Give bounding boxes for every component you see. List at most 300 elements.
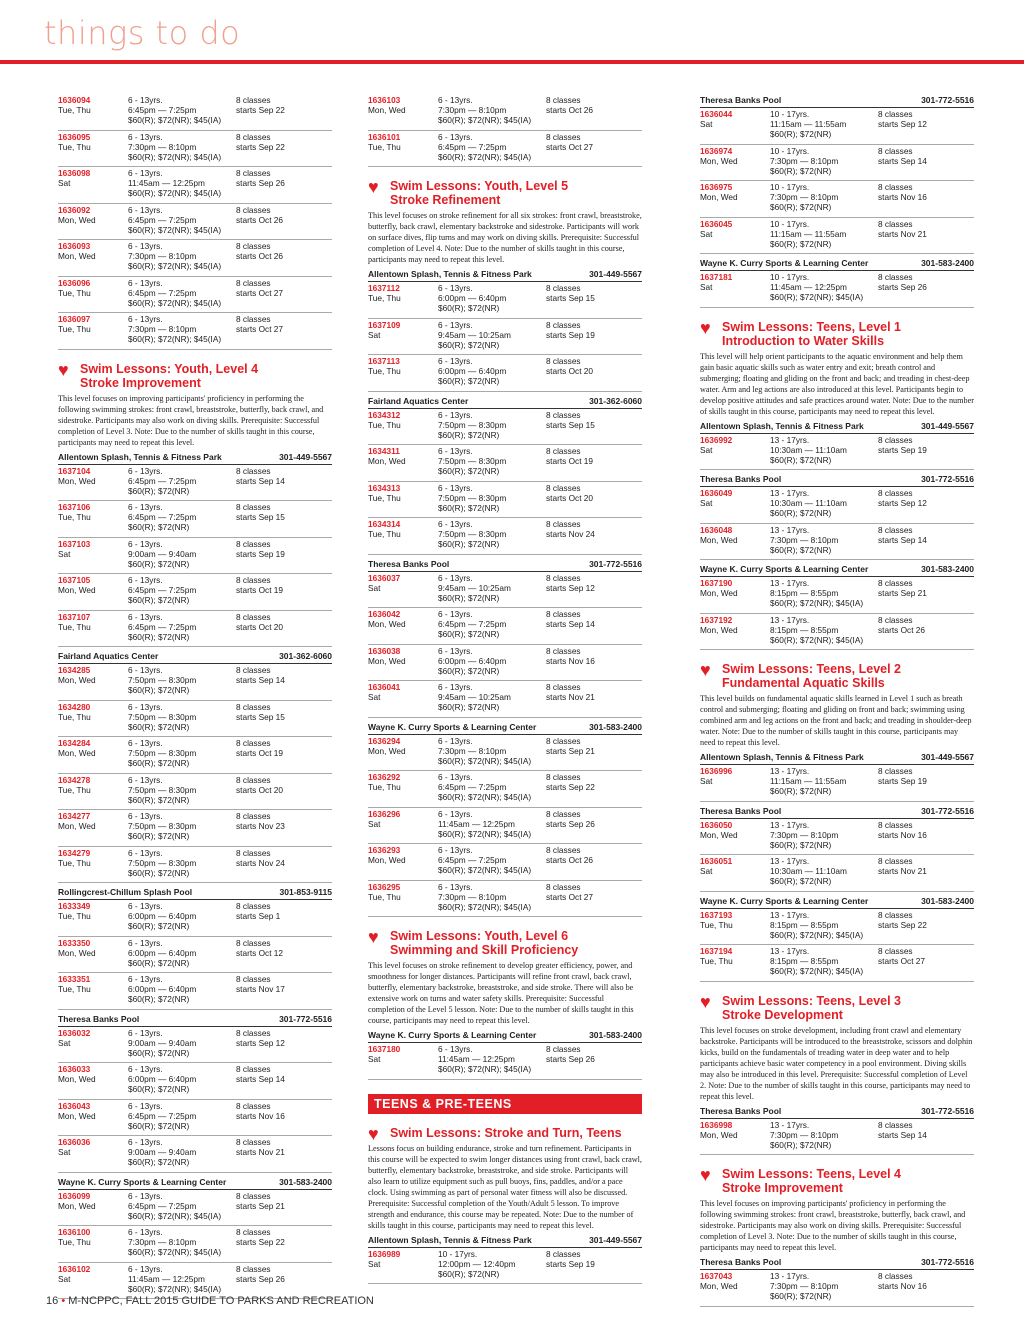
class-count: 8 classes xyxy=(236,1263,271,1274)
class-ages: 6 - 13yrs. xyxy=(128,811,163,821)
class-ages: 6 - 13yrs. xyxy=(128,465,163,476)
class-code[interactable]: 1636092 xyxy=(58,204,91,215)
class-count: 8 classes xyxy=(546,572,581,583)
class-fees: $60(R); $72(NR) xyxy=(770,786,832,796)
section-title xyxy=(700,662,974,690)
class-code[interactable]: 1637192 xyxy=(700,614,733,625)
class-entry xyxy=(368,94,642,131)
class-start-date: starts Oct 26 xyxy=(236,214,284,225)
class-code[interactable]: 1636099 xyxy=(58,1190,91,1201)
class-code[interactable]: 1634312 xyxy=(368,409,401,420)
class-count: 8 classes xyxy=(878,145,913,156)
class-count: 8 classes xyxy=(236,847,271,858)
class-count: 8 classes xyxy=(236,1190,271,1201)
class-code[interactable]: 1636992 xyxy=(700,434,733,445)
class-count: 8 classes xyxy=(236,538,271,549)
class-code[interactable]: 1636044 xyxy=(700,109,733,119)
column-1 xyxy=(58,94,332,1299)
class-start-date: starts Oct 19 xyxy=(236,585,284,595)
class-ages: 10 - 17yrs. xyxy=(438,1248,478,1259)
class-fees: $60(R); $72(NR) xyxy=(128,1047,190,1058)
class-code[interactable]: 1636292 xyxy=(368,772,401,782)
location-name: Rollingcrest-Chillum Splash Pool xyxy=(58,887,193,897)
class-code[interactable]: 1636098 xyxy=(58,168,91,178)
class-code[interactable]: 1633349 xyxy=(58,901,91,911)
class-ages: 6 - 13yrs. xyxy=(128,168,163,178)
class-ages: 6 - 13yrs. xyxy=(438,645,473,656)
class-code[interactable]: 1637112 xyxy=(368,283,400,293)
class-entry xyxy=(700,145,974,182)
class-code[interactable]: 1636037 xyxy=(368,572,401,583)
class-count: 8 classes xyxy=(878,856,913,866)
class-code[interactable]: 1636032 xyxy=(58,1027,91,1038)
class-entry xyxy=(58,1027,332,1064)
class-start-date: starts Nov 21 xyxy=(236,1147,285,1157)
class-ages: 13 - 17yrs. xyxy=(770,578,810,588)
class-ages: 6 - 13yrs. xyxy=(128,1227,163,1237)
class-days: Tue, Thu xyxy=(58,911,91,921)
location-header xyxy=(700,473,974,487)
section-description: This level focuses on improving participants' proficiency in performing the following swimming strokes: front crawl, breaststroke, butterfly, back crawl, and sidestroke. Participants may also work on diving skills. Prerequisite: Successful completion of Level 3. Note: Due to the number of skills taught in this course, participants may need to repeat this level. xyxy=(700,1199,966,1252)
class-times: 6:00pm — 6:40pm xyxy=(128,984,197,994)
class-entry xyxy=(58,1226,332,1263)
page-number: 16 xyxy=(46,1295,59,1307)
class-days: Mon, Wed xyxy=(368,745,406,756)
class-count: 8 classes xyxy=(236,277,271,288)
class-days: Sat xyxy=(368,692,381,702)
class-count: 8 classes xyxy=(546,845,581,855)
class-fees: $60(R); $72(NR) xyxy=(128,685,190,695)
location-name: Allentown Splash, Tennis & Fitness Park xyxy=(368,1234,532,1245)
class-entry xyxy=(58,1100,332,1137)
class-times: 7:30pm — 8:10pm xyxy=(770,1281,839,1291)
class-fees: $60(R); $72(NR) xyxy=(770,508,832,518)
class-code[interactable]: 1634278 xyxy=(58,774,91,785)
class-code[interactable]: 1636045 xyxy=(700,218,733,229)
class-count: 8 classes xyxy=(546,808,581,819)
class-days: Mon, Wed xyxy=(58,821,96,831)
class-ages: 10 - 17yrs. xyxy=(770,145,810,156)
location-name: Allentown Splash, Tennis & Fitness Park xyxy=(700,420,864,431)
class-days: Tue, Thu xyxy=(368,782,401,792)
class-code[interactable]: 1637180 xyxy=(368,1044,401,1054)
class-days: Mon, Wed xyxy=(700,1281,738,1291)
class-count: 8 classes xyxy=(878,182,913,192)
class-times: 7:30pm — 8:10pm xyxy=(128,141,197,152)
class-code[interactable]: 1633351 xyxy=(58,974,91,984)
section-description: This level focuses on improving participants' proficiency in performing the following swimming strokes: front crawl, breaststroke, butterfly, back crawl, and sidestroke. Participants may also work on diving skills. Prerequisite: Successful completion of Level 3. Note: Due to the number of skills taught in this course, participants may need to repeat this level. xyxy=(58,393,324,447)
class-start-date: starts Oct 19 xyxy=(546,456,594,466)
class-days: Sat xyxy=(58,1147,71,1157)
class-times: 6:45pm — 7:25pm xyxy=(128,621,197,632)
section-description: This level focuses on stroke refinement for all six strokes: front crawl, breaststroke, butterfly, back crawl, elementary backstroke and sidestroke. Participants will work on surface dives, flip turns and may work on diving skills. Prerequisite: Successful completion of Level 4. Note: Due to the number of skills taught in this course, participants may need to repeat this level. xyxy=(368,211,642,264)
class-start-date: starts Oct 26 xyxy=(878,624,926,635)
class-count: 8 classes xyxy=(236,1227,271,1237)
class-times: 9:45am — 10:25am xyxy=(438,329,511,340)
class-code[interactable]: 1634311 xyxy=(368,446,400,456)
class-entry xyxy=(368,608,642,645)
class-entry xyxy=(700,108,974,145)
class-times: 11:15am — 11:55am xyxy=(770,119,847,129)
class-code[interactable]: 1636097 xyxy=(58,314,91,324)
class-fees: $60(R); $72(NR) xyxy=(438,702,500,712)
class-count: 8 classes xyxy=(546,735,581,746)
class-days: Mon, Wed xyxy=(368,105,406,115)
class-start-date: starts Sep 19 xyxy=(878,444,927,455)
location-phone: 301-583-2400 xyxy=(589,1030,642,1040)
location-phone: 301-449-5567 xyxy=(921,752,974,762)
class-days: Tue, Thu xyxy=(368,891,401,902)
class-fees: $60(R); $72(NR) xyxy=(128,957,190,968)
class-start-date: starts Oct 27 xyxy=(546,141,594,152)
class-code[interactable]: 1636048 xyxy=(700,524,733,535)
class-days: Mon, Wed xyxy=(58,1200,96,1211)
class-code[interactable]: 1636996 xyxy=(700,766,733,776)
class-ages: 6 - 13yrs. xyxy=(438,519,473,529)
class-times: 7:50pm — 8:30pm xyxy=(128,821,197,831)
class-days: Mon, Wed xyxy=(368,619,406,629)
class-ages: 13 - 17yrs. xyxy=(770,434,810,445)
class-times: 11:45am — 12:25pm xyxy=(770,282,847,292)
class-code[interactable]: 1636049 xyxy=(700,488,733,498)
class-count: 8 classes xyxy=(546,772,581,782)
class-entry xyxy=(58,204,332,241)
class-start-date: starts Sep 26 xyxy=(546,1054,595,1064)
location-name: Theresa Banks Pool xyxy=(700,95,782,105)
location-phone: 301-583-2400 xyxy=(921,564,974,574)
class-count: 8 classes xyxy=(236,502,271,512)
class-entry xyxy=(700,765,974,802)
class-times: 7:30pm — 8:10pm xyxy=(128,1237,197,1247)
class-start-date: starts Nov 23 xyxy=(236,821,285,831)
class-code[interactable]: 1637194 xyxy=(700,946,733,956)
class-times: 9:45am — 10:25am xyxy=(438,692,511,702)
location-header xyxy=(700,420,974,434)
class-count: 8 classes xyxy=(878,109,913,119)
class-code[interactable]: 1636975 xyxy=(700,182,733,192)
class-fees: $60(R); $72(NR); $45(IA) xyxy=(770,598,864,608)
class-count: 8 classes xyxy=(546,645,581,656)
class-code[interactable]: 1636974 xyxy=(700,145,733,156)
class-entry xyxy=(58,277,332,314)
class-code[interactable]: 1637107 xyxy=(58,611,91,622)
class-count: 8 classes xyxy=(546,881,581,892)
class-code[interactable]: 1636295 xyxy=(368,881,401,892)
class-code[interactable]: 1636102 xyxy=(58,1263,91,1274)
class-entry xyxy=(58,574,332,611)
class-count: 8 classes xyxy=(236,465,271,476)
class-code[interactable]: 1636094 xyxy=(58,95,91,105)
class-start-date: starts Nov 21 xyxy=(878,228,927,239)
class-start-date: starts Sep 14 xyxy=(236,475,285,486)
section-title-line1: Swim Lessons: Stroke and Turn, Teens xyxy=(390,1125,622,1140)
class-code[interactable]: 1637043 xyxy=(700,1271,733,1281)
class-ages: 6 - 13yrs. xyxy=(438,356,473,366)
class-code[interactable]: 1636989 xyxy=(368,1248,401,1259)
class-code[interactable]: 1634284 xyxy=(58,738,91,748)
class-count: 8 classes xyxy=(546,319,581,330)
class-code[interactable]: 1634280 xyxy=(58,701,91,712)
class-code[interactable]: 1637193 xyxy=(700,909,733,920)
class-fees: $60(R); $72(NR) xyxy=(770,544,832,555)
class-count: 8 classes xyxy=(878,578,913,588)
class-entry xyxy=(368,445,642,482)
class-times: 7:30pm — 8:10pm xyxy=(438,745,507,756)
class-entry xyxy=(368,881,642,918)
class-start-date: starts Oct 19 xyxy=(236,748,284,758)
class-entry xyxy=(368,518,642,555)
class-days: Tue, Thu xyxy=(368,141,401,152)
class-fees: $60(R); $72(NR); $45(IA) xyxy=(438,792,532,802)
class-times: 6:00pm — 6:40pm xyxy=(128,1074,197,1084)
section-description: Lessons focus on building endurance, stroke and turn refinement. Participants in this course will be expected to swim longer distances using front crawl, back crawl, butterfly, elementary backstroke, breaststroke, and side stroke. Participants will also learn to utilize equipment such as pull buoys, fins, paddles, and/or a pace clock. Using swimming as part of personal water fitness will also be discussed. Prerequisite: Successful completion of the Youth/Adult 5 lesson. To improve strength and endurance, this course may be repeated. Note: Due to the number of skills taught in this course, participants may need to repeat this level. xyxy=(368,1143,642,1230)
class-times: 6:45pm — 7:25pm xyxy=(128,475,197,486)
class-entry xyxy=(58,94,332,131)
class-code[interactable]: 1636294 xyxy=(368,735,401,746)
class-code[interactable]: 1636043 xyxy=(58,1100,91,1111)
class-code[interactable]: 1636296 xyxy=(368,808,401,819)
class-code[interactable]: 1636998 xyxy=(700,1119,733,1130)
class-fees: $60(R); $72(NR); $45(IA) xyxy=(128,224,222,235)
class-entry xyxy=(700,577,974,614)
location-name: Allentown Splash, Tennis & Fitness Park xyxy=(58,451,222,462)
class-ages: 10 - 17yrs. xyxy=(770,272,810,282)
class-entry xyxy=(58,1263,332,1300)
class-ages: 6 - 13yrs. xyxy=(438,283,473,293)
class-entry xyxy=(368,131,642,168)
class-code[interactable]: 1636036 xyxy=(58,1137,91,1147)
section-title xyxy=(368,179,642,207)
class-entry xyxy=(58,131,332,168)
class-count: 8 classes xyxy=(236,95,271,105)
location-name: Wayne K. Curry Sports & Learning Center xyxy=(368,1030,537,1040)
class-times: 9:00am — 9:40am xyxy=(128,1037,197,1048)
class-fees: $60(R); $72(NR) xyxy=(128,595,190,605)
heart-icon: ♥ xyxy=(700,1165,711,1185)
class-ages: 13 - 17yrs. xyxy=(770,1271,810,1281)
class-code[interactable]: 1637109 xyxy=(368,319,401,330)
class-ages: 13 - 17yrs. xyxy=(770,909,810,920)
class-fees: $60(R); $72(NR) xyxy=(128,831,190,841)
class-days: Mon, Wed xyxy=(700,588,738,598)
class-entry xyxy=(58,847,332,884)
class-start-date: starts Oct 27 xyxy=(878,956,926,966)
heart-icon: ♥ xyxy=(368,1123,379,1144)
class-count: 8 classes xyxy=(878,946,913,956)
class-count: 8 classes xyxy=(546,682,581,692)
class-ages: 6 - 13yrs. xyxy=(128,241,163,251)
class-entry xyxy=(58,538,332,575)
location-name: Allentown Splash, Tennis & Fitness Park xyxy=(700,752,864,762)
class-fees: $60(R); $72(NR) xyxy=(438,376,500,386)
class-code[interactable]: 1634277 xyxy=(58,811,91,821)
location-header xyxy=(58,650,332,664)
class-ages: 6 - 13yrs. xyxy=(438,409,473,420)
section-description: This level focuses on stroke refinement to develop greater efficiency, power, and smoothness for longer distances. Participants will refine front crawl, back crawl, butterfly, elementary backstroke, breaststroke, and side stroke. There will also be extensive work on turns and water safety skills. Prerequisite: Successful completion of the Level 5 lesson. Note: Due to the number of skills taught in this course, participants may need to repeat this level. xyxy=(368,961,634,1025)
class-count: 8 classes xyxy=(546,519,581,529)
class-ages: 13 - 17yrs. xyxy=(770,524,810,535)
class-code[interactable]: 1636103 xyxy=(368,95,401,105)
class-code[interactable]: 1636033 xyxy=(58,1064,91,1074)
class-ages: 6 - 13yrs. xyxy=(128,575,163,585)
class-code[interactable]: 1637113 xyxy=(368,356,400,366)
class-fees: $60(R); $72(NR); $45(IA) xyxy=(128,1283,222,1294)
class-count: 8 classes xyxy=(546,356,581,366)
class-entry xyxy=(368,482,642,519)
location-header xyxy=(58,886,332,900)
class-entry xyxy=(700,909,974,946)
class-count: 8 classes xyxy=(236,1064,271,1074)
class-start-date: starts Sep 14 xyxy=(878,155,927,166)
class-days: Mon, Wed xyxy=(700,1129,738,1140)
class-times: 7:50pm — 8:30pm xyxy=(438,456,507,466)
class-code[interactable]: 1636042 xyxy=(368,609,401,619)
location-phone: 301-449-5567 xyxy=(589,269,642,279)
class-entry xyxy=(700,487,974,524)
heart-icon: ♥ xyxy=(700,317,711,338)
class-entry xyxy=(58,611,332,648)
class-code[interactable]: 1636041 xyxy=(368,682,401,692)
class-code[interactable]: 1636050 xyxy=(700,819,733,830)
class-count: 8 classes xyxy=(236,241,271,251)
location-phone: 301-772-5516 xyxy=(921,1105,974,1116)
class-code[interactable]: 1634313 xyxy=(368,482,401,493)
class-fees: $60(R); $72(NR) xyxy=(128,1120,190,1131)
class-days: Mon, Wed xyxy=(368,456,406,466)
class-code[interactable]: 1637106 xyxy=(58,502,91,512)
class-days: Tue, Thu xyxy=(58,711,91,722)
class-ages: 6 - 13yrs. xyxy=(128,738,163,748)
class-code[interactable]: 1637105 xyxy=(58,575,91,585)
class-count: 8 classes xyxy=(878,524,913,535)
class-count: 8 classes xyxy=(236,611,271,622)
heart-icon: ♥ xyxy=(58,359,69,380)
class-times: 6:45pm — 7:25pm xyxy=(128,1200,197,1211)
class-ages: 6 - 13yrs. xyxy=(128,1190,163,1201)
class-code[interactable]: 1636038 xyxy=(368,645,401,656)
location-phone: 301-772-5516 xyxy=(921,474,974,484)
section-title-line1: Swim Lessons: Youth, Level 6 xyxy=(390,929,569,943)
class-count: 8 classes xyxy=(878,1119,913,1130)
class-count: 8 classes xyxy=(878,272,913,282)
class-days: Sat xyxy=(700,119,713,129)
section-title-line1: Swim Lessons: Teens, Level 3 xyxy=(722,993,902,1008)
class-fees: $60(R); $72(NR); $45(IA) xyxy=(128,261,222,271)
class-times: 9:00am — 9:40am xyxy=(128,1147,197,1157)
class-code[interactable]: 1637190 xyxy=(700,578,733,588)
class-start-date: starts Sep 12 xyxy=(236,1037,285,1048)
location-name: Wayne K. Curry Sports & Learning Center xyxy=(700,564,869,574)
class-fees: $60(R); $72(NR); $45(IA) xyxy=(128,1210,222,1221)
class-entry xyxy=(368,282,642,319)
class-ages: 6 - 13yrs. xyxy=(128,1064,163,1074)
class-days: Tue, Thu xyxy=(368,492,401,503)
class-start-date: starts Nov 16 xyxy=(236,1110,285,1121)
class-entry xyxy=(700,524,974,561)
class-entry xyxy=(368,409,642,446)
class-entry xyxy=(368,1248,642,1285)
class-count: 8 classes xyxy=(878,434,913,445)
class-code[interactable]: 1633350 xyxy=(58,937,91,948)
section-title xyxy=(368,929,642,957)
class-code[interactable]: 1634314 xyxy=(368,519,401,529)
class-fees: $60(R); $72(NR); $45(IA) xyxy=(438,865,532,875)
location-header xyxy=(368,395,642,409)
class-code[interactable]: 1637104 xyxy=(58,465,91,476)
class-entry xyxy=(58,810,332,847)
class-code[interactable]: 1636096 xyxy=(58,277,91,288)
class-code[interactable]: 1637103 xyxy=(58,538,91,549)
class-fees: $60(R); $72(NR); $45(IA) xyxy=(128,151,222,162)
class-start-date: starts Sep 22 xyxy=(878,919,927,930)
class-days: Sat xyxy=(368,329,381,340)
class-count: 8 classes xyxy=(236,701,271,712)
class-code[interactable]: 1636100 xyxy=(58,1227,91,1237)
class-times: 7:50pm — 8:30pm xyxy=(128,675,197,685)
location-name: Wayne K. Curry Sports & Learning Center xyxy=(700,895,869,906)
class-days: Sat xyxy=(700,282,713,292)
class-times: 6:45pm — 7:25pm xyxy=(438,782,507,792)
class-count: 8 classes xyxy=(546,1248,581,1259)
class-fees: $60(R); $72(NR) xyxy=(770,454,832,465)
class-code[interactable]: 1636093 xyxy=(58,241,91,251)
class-ages: 6 - 13yrs. xyxy=(438,572,473,583)
class-times: 6:45pm — 7:25pm xyxy=(128,512,197,522)
class-days: Tue, Thu xyxy=(58,857,91,868)
class-days: Mon, Wed xyxy=(58,1074,96,1084)
class-times: 6:00pm — 6:40pm xyxy=(438,655,507,666)
class-fees: $60(R); $72(NR) xyxy=(438,339,500,350)
class-code[interactable]: 1636101 xyxy=(368,131,401,142)
class-days: Tue, Thu xyxy=(58,984,91,994)
class-days: Tue, Thu xyxy=(58,287,91,298)
class-times: 11:45am — 12:25pm xyxy=(128,178,205,188)
section-title-line2: Introduction to Water Skills xyxy=(722,333,885,348)
class-code[interactable]: 1636095 xyxy=(58,131,91,142)
class-code[interactable]: 1636293 xyxy=(368,845,401,855)
class-ages: 6 - 13yrs. xyxy=(128,314,163,324)
class-code[interactable]: 1636051 xyxy=(700,856,733,866)
section-title-line2: Stroke Improvement xyxy=(722,1181,843,1195)
class-days: Tue, Thu xyxy=(700,956,733,966)
class-days: Tue, Thu xyxy=(58,141,91,152)
section-title-line1: Swim Lessons: Youth, Level 4 xyxy=(80,361,259,376)
class-code[interactable]: 1634279 xyxy=(58,847,91,858)
location-name: Fairland Aquatics Center xyxy=(368,395,469,406)
class-times: 11:15am — 11:55am xyxy=(770,228,847,239)
class-entry xyxy=(700,819,974,856)
class-ages: 6 - 13yrs. xyxy=(438,881,473,892)
class-ages: 6 - 13yrs. xyxy=(128,277,163,288)
class-times: 10:30am — 11:10am xyxy=(770,444,847,455)
class-ages: 6 - 13yrs. xyxy=(128,611,163,622)
class-fees: $60(R); $72(NR) xyxy=(438,1268,500,1279)
class-count: 8 classes xyxy=(546,609,581,619)
class-count: 8 classes xyxy=(236,168,271,178)
class-days: Sat xyxy=(58,548,71,559)
class-days: Mon, Wed xyxy=(700,192,738,202)
category-banner: TEENS & PRE-TEENS xyxy=(368,1094,642,1114)
class-fees: $60(R); $72(NR) xyxy=(128,921,190,931)
class-entry xyxy=(700,614,974,651)
column-2 xyxy=(368,94,642,1284)
class-count: 8 classes xyxy=(878,218,913,229)
class-start-date: starts Oct 27 xyxy=(546,891,594,902)
class-start-date: starts Oct 20 xyxy=(236,784,284,795)
class-code[interactable]: 1634285 xyxy=(58,665,91,675)
class-entry xyxy=(700,1270,974,1307)
class-code[interactable]: 1637181 xyxy=(700,272,733,282)
